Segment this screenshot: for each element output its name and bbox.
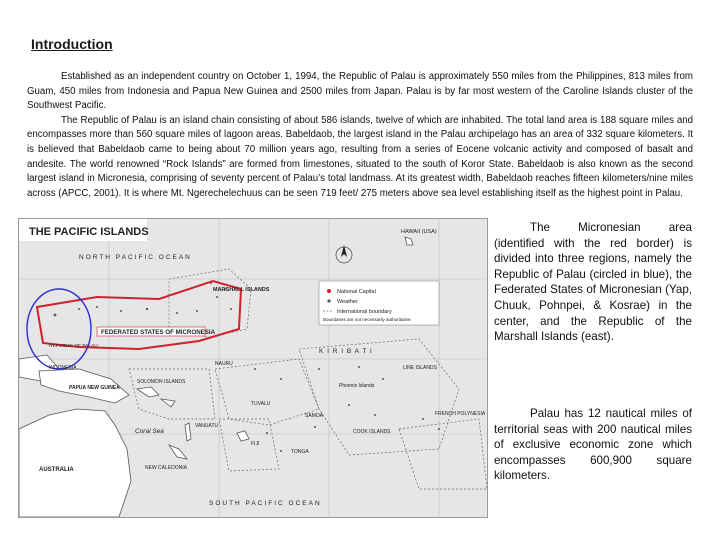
palau-blue-circle xyxy=(27,289,91,369)
label-french-polynesia: FRENCH POLYNESIA xyxy=(435,411,486,417)
palau-seas-description xyxy=(494,406,692,484)
micronesia-description xyxy=(494,220,692,345)
legend-weather-icon xyxy=(327,299,330,302)
label-new-caledonia: NEW CALEDONIA xyxy=(145,465,187,471)
label-tuvalu: TUVALU xyxy=(251,401,271,407)
label-palau: REPUBLIC OF PALAU xyxy=(49,344,98,349)
section-heading: Introduction xyxy=(31,36,113,52)
label-samoa: SAMOA xyxy=(305,413,324,419)
map-title: THE PACIFIC ISLANDS xyxy=(29,226,149,238)
coral-sea-label: Coral Sea xyxy=(135,428,164,435)
legend-capital: National Capital xyxy=(337,289,376,295)
legend-note: Boundaries are not necessarily authoritative. xyxy=(323,317,412,322)
label-png: PAPUA NEW GUINEA xyxy=(69,385,120,391)
label-kiribati: K I R I B A T I xyxy=(319,348,373,355)
micronesia-red-border xyxy=(37,281,241,349)
legend-boundary: International boundary xyxy=(337,309,392,315)
south-pacific-label: SOUTH PACIFIC OCEAN xyxy=(209,500,322,507)
label-solomon: SOLOMON ISLANDS xyxy=(137,379,186,385)
fsm-banner: FEDERATED STATES OF MICRONESIA xyxy=(101,329,216,336)
label-australia: AUSTRALIA xyxy=(39,467,74,473)
pacific-islands-map xyxy=(18,218,488,518)
label-nauru: NAURU xyxy=(215,361,233,367)
legend-weather: Weather xyxy=(337,299,358,305)
north-arrow-icon xyxy=(336,245,352,263)
side-paragraph-2: Palau has 12 nautical miles of territorial seas with 200 nautical miles of exclusive economic zone which encompasses 600,900 square kilometers. xyxy=(494,407,692,483)
label-hawaii: HAWAII (USA) xyxy=(401,229,437,235)
label-line: LINE ISLANDS xyxy=(403,365,437,371)
label-phoenix: Phoenix Islands xyxy=(339,383,375,389)
label-fiji: FIJI xyxy=(251,441,260,447)
label-vanuatu: VANUATU xyxy=(195,423,219,429)
intro-text xyxy=(27,70,693,201)
intro-paragraph-2: The Republic of Palau is an island chain consisting of about 586 islands, twelve of which are inhabited. The total land area is 188 square miles and encompasses more than 560 square miles of lagoon areas. Babeldaob, the largest island in the Palau archipelago has an area of 332 square kilometers. It is believed that Babeldaob came to being about 70 million years ago, resulting from a series of Eocene volcanic activity and composed of basalt and andesite. The world renowned “Rock Islands” are formed from limestones, situated to the south of Koror State. Babeldaob is also known as the second largest island in Micronesia, comprising of seventy percent of Palau’s total landmass. At its greatest width, Babeldaob reaches fifteen kilometers/nine miles across (APCC, 2001). It is where Mt. Ngerechelechuus can be seen 719 feet/ 275 meters above sea level establishing itself as the highest point in Palau. xyxy=(27,114,693,199)
label-marshall: MARSHALL ISLANDS xyxy=(213,287,270,293)
intro-paragraph-1: Established as an independent country on October 1, 1994, the Republic of Palau is approximately 550 miles from the Philippines, 813 miles from Guam, 450 miles from Indonesia and Papua New Guinea and 2500 miles from Japan. Palau is by far most western of the Caroline Islands cluster of the Southwest Pacific. xyxy=(27,71,693,112)
label-tonga: TONGA xyxy=(291,449,309,455)
label-indonesia: INDONESIA xyxy=(49,365,77,371)
legend-capital-icon xyxy=(327,289,331,293)
side-paragraph-1: The Micronesian area (identified with the red border) is divided into three regions, namely the Republic of Palau (circled in blue), the Federated States of Micronesian (Yap, Chuuk, Pohnpei, & Kosrae) in the center, and the Republic of the Marshall Islands (east). xyxy=(494,221,692,344)
label-cook: COOK ISLANDS xyxy=(353,429,391,435)
north-pacific-label: NORTH PACIFIC OCEAN xyxy=(79,254,192,261)
map-legend xyxy=(319,281,439,325)
